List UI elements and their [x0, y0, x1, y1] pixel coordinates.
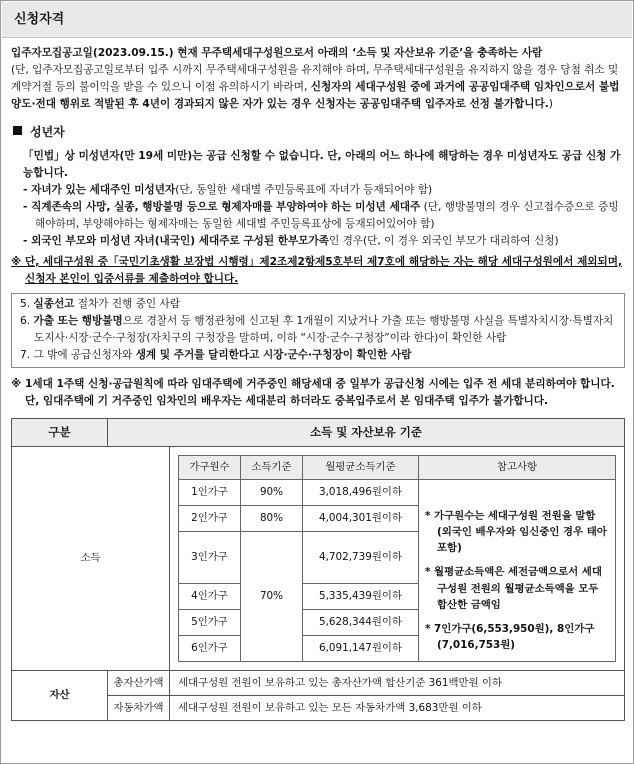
header-criteria: 소득 및 자산보유 기준 — [108, 419, 625, 447]
income-label: 소득 — [12, 447, 170, 671]
table-row: 4인가구 5,335,439원이하 — [179, 584, 616, 610]
criteria-table — [11, 418, 625, 721]
header-category: 구분 — [12, 419, 108, 447]
content — [11, 45, 625, 721]
asset-total-label: 총자산가액 — [108, 671, 170, 696]
inner-header-standard: 소득기준 — [241, 456, 303, 480]
square-bullet-icon — [13, 126, 22, 135]
exclusion-note: ※ 단, 세대구성원 중「국민기초생활 보장법 시행령」제2조제2항제5호부터 제7호에 해당하는 자는 해당 세대구성원에서 제외되며, 신청자 본인이 입증서류를 제출하여야 합니다. — [11, 255, 623, 285]
title-bar — [2, 2, 632, 38]
adult-item-2: - 직계존속의 사망, 실종, 행방불명 등으로 형제자매를 부양하여야 하는 미성년 세대주 (단, 행방불명의 경우 신고접수증으로 증빙해야하며, 부양해야하는 형제자매는 동일한 세대별 주민등록표상에 등재되어있어야 함) — [23, 200, 619, 230]
list-item-6: 6. 가출 또는 행방불명으로 경찰서 등 행정관청에 신고된 후 1개월이 지났거나 가출 또는 행방불명 사실을 특별자치시장·특별자치도지사·시장·군수·구청장(자치구의 구청장을 말하며, 이하 “시장·군수·구청장”이라 한다)이 확인한 사람 — [20, 315, 614, 345]
table-row: 2인가구 80% 4,004,301원이하 — [179, 506, 616, 532]
exclusion-list-box — [11, 293, 625, 368]
list-item-7: 7. 그 밖에 공급신청자와 생계 및 주거를 달리한다고 시장·군수·구청장이 확인한 사람 — [20, 349, 412, 362]
adult-section — [11, 148, 625, 250]
inner-header-notes: 참고사항 — [419, 456, 616, 480]
intro-main: 입주자모집공고일(2023.09.15.) 현재 무주택세대구성원으로서 아래의 ‘소득 및 자산보유 기준’을 충족하는 사람 — [11, 47, 543, 59]
inner-header-household: 가구원수 — [179, 456, 241, 480]
adult-main-text: 「민법」상 미성년자(만 19세 미만)는 공급 신청할 수 없습니다. 단, 아래의 어느 하나에 해당하는 경우 미성년자도 공급 신청 가능합니다. — [23, 149, 621, 179]
asset-car-label: 자동차가액 — [108, 696, 170, 721]
section-heading-adult: 성년자 — [13, 123, 625, 142]
adult-item-1: - 자녀가 있는 세대주인 미성년자(단, 동일한 세대별 주민등록표에 자녀가 등재되어야 함) — [23, 183, 433, 196]
page-title: 신청자격 — [14, 12, 65, 27]
asset-label: 자산 — [12, 671, 108, 721]
standard-merged: 70% — [241, 532, 303, 662]
inner-header-amount: 월평균소득기준 — [303, 456, 419, 480]
table-row — [12, 671, 625, 696]
income-cell — [170, 447, 625, 671]
intro-paragraph — [11, 45, 625, 113]
adult-item-3: - 외국인 부모와 미성년 자녀(내국인) 세대주로 구성된 한부모가족인 경우(단, 이 경우 외국인 부모가 대리하여 신청) — [23, 234, 559, 247]
table-row: 5인가구 5,628,344원이하 — [179, 610, 616, 636]
table-row: 6인가구 6,091,147원이하 — [179, 636, 616, 662]
household-note: ※ 1세대 1주택 신청·공급원칙에 따라 임대주택에 거주중인 해당세대 중 일부가 공급신청 시에는 입주 전 세대 분리하여야 합니다. 단, 임대주택에 기 거주중인 임차인의 배우자는 세대분리 하더라도 중복입주로서 본 임대주택 입주가 불가합니다. — [11, 378, 615, 408]
income-table — [178, 455, 616, 662]
intro-caveat: (단, 입주자모집공고일로부터 입주 시까지 무주택세대구성원을 유지해야 하며, 무주택세대구성원을 유지하지 않을 경우 당첨 취소 및 계약거절 등의 불이익을 받을 수 있으니 이점 유의하시기 바라며, 신청자의 세대구성원 중에 과거에 공공임대주택 임차인으로서 불법양도·전대 행위로 적발된 후 4년이 경과되지 않은 자가 있는 경우 신청자는 공공임대주택 입주자로 선정 불가합니다.) — [11, 63, 620, 110]
list-item-5: 5. 실종선고 절차가 진행 중인 사람 — [20, 298, 180, 311]
table-row: 1인가구 90% 3,018,496원이하 * 가구원수는 세대구성원 전원을 말함 (외국인 배우자와 임신중인 경우 태아 포함) * 월평균소득액은 세전금액으로서 세대구성원 전원의 월평균소득액을 모두 합산한 금액임 * 7인가구(6,553,950원), 8인가구(7,016,753원) — [179, 480, 616, 506]
table-row: 3인가구 70% 4,702,739원이하 — [179, 532, 616, 584]
reference-notes: * 가구원수는 세대구성원 전원을 말함 (외국인 배우자와 임신중인 경우 태아 포함) * 월평균소득액은 세전금액으로서 세대구성원 전원의 월평균소득액을 모두 합산한 금액임 * 7인가구(6,553,950원), 8인가구(7,016,753원) — [419, 480, 616, 662]
asset-car-value: 세대구성원 전원이 보유하고 있는 모든 자동차가액 3,683만원 이하 — [170, 696, 625, 721]
asset-total-value: 세대구성원 전원이 보유하고 있는 총자산가액 합산기준 361백만원 이하 — [170, 671, 625, 696]
